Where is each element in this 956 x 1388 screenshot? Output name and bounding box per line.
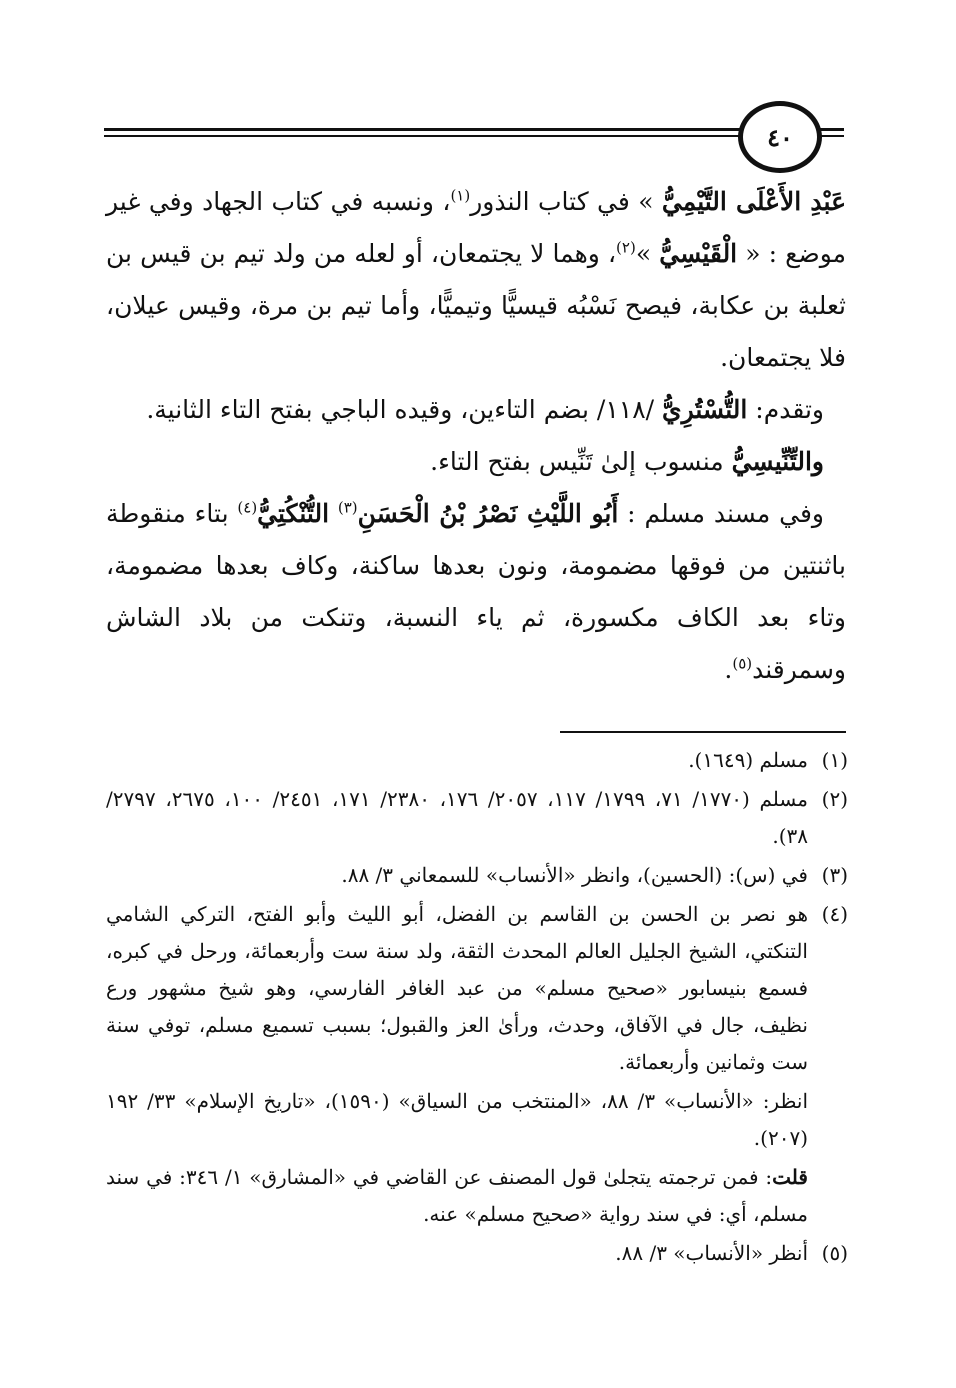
footnote-3 — [106, 857, 848, 894]
footnote-number: (١) — [821, 748, 848, 772]
page-number-text: ٤٠ — [767, 122, 793, 152]
footnote-ref-2[interactable]: (٢) — [616, 238, 636, 257]
name-al-tustari: التُّسْتُرِيُّ — [662, 395, 748, 424]
footnote-line: مسلم (١٧٧٠/ ٧١، ١٧٩٩/ ١١٧، ٢٠٥٧/ ١٧٦، ٢٣٨٠/ ١٧١، ٢٤٥١/ ١٠٠، ٢٦٧٥، ٢٧٩٧/ ٣٨). — [106, 787, 808, 848]
paragraph-4 — [106, 488, 846, 696]
note-text: : فمن ترجمته يتجلىٰ قول المصنف عن القاضي في «المشارق» ١/ ٣٤٦: في سند مسلم، أي: في سند رواية «صحيح مسلم» عنه. — [106, 1165, 808, 1226]
footnote-1 — [106, 742, 848, 779]
footnote-divider — [560, 731, 846, 733]
text-span: ، ونسبه في كتاب الجهاد وفي غير موضع : « — [106, 187, 846, 268]
text-span: ، وهما لا يجتمعان، أو لعله من ولد تيم بن قيس بن ثعلبة بن عكابة، فيصح نَسْبُه قيسيًّا وتيميًّا، وأما تيم بن مرة، وقيس عيلان، فلا يجتمعان. — [106, 239, 846, 372]
text-span: وتقدم: — [747, 395, 824, 424]
footnote-line: هو نصر بن الحسن بن القاسم بن الفضل، أبو الليث وأبو الفتح، التركي الشامي التنكتي، الشيخ الجليل العالم المحدث الثقة، ولد سنة ست وأربعمائة، ورحل في كبره، فسمع بنيسابور «صحيح مسلم» من عبد الغافر الفارسي، وهو شيخ مشهور ورع نظيف، جال في الآفاق، وحدث، ورأىٰ العز والقبول؛ بسبب تسميع مسلم، توفي سنة ست وثمانين وأربعمائة. — [106, 902, 809, 1074]
text-span: » في كتاب النذور — [470, 187, 662, 216]
header-line-right-top — [820, 128, 844, 131]
text-span: » — [635, 239, 660, 268]
header-line-bottom — [104, 135, 744, 137]
footnote-text — [106, 896, 808, 1233]
header-rule — [104, 124, 844, 142]
paragraph-2 — [106, 384, 846, 436]
footnote-text — [106, 1235, 808, 1272]
text-span: بتاء منقوطة باثنتين من فوقها مضمومة، ونون بعدها ساكنة، وكاف بعدها مضمومة، وتاء بعد الكاف مكسورة، ثم ياء النسبة، وتنكت من بلاد الشاش وسمرقند — [106, 499, 846, 684]
footnote-line: مسلم (١٦٤٩). — [688, 748, 808, 772]
footnote-line: أنظر «الأنساب» ٣/ ٨٨. — [615, 1241, 808, 1265]
note-label: قلت — [772, 1165, 808, 1189]
name-al-qaysi: الْقَيْسِيُّ — [659, 239, 738, 268]
footnote-ref-5[interactable]: (٥) — [732, 654, 753, 673]
name-abd-al-ala: عَبْدِ الأَعْلَى التَّيْمِيُّ — [661, 187, 846, 216]
footnote-ref-1[interactable]: (١) — [450, 186, 471, 205]
footnote-2 — [106, 781, 848, 855]
footnote-number: (٣) — [821, 863, 848, 887]
footnote-line: في (س): (الحسين)، وانظر «الأنساب» للسمعاني ٣/ ٨٨. — [341, 863, 808, 887]
footnote-ref-4[interactable]: (٤) — [237, 498, 258, 517]
page-number — [738, 101, 822, 173]
main-text — [106, 176, 846, 696]
footnote-ref-3[interactable]: (٣) — [337, 498, 358, 517]
text-span: وفي مسند مسلم : — [618, 499, 824, 528]
name-al-tunkuti: التُّنْكُتِيُّ — [257, 499, 330, 528]
header-line-top — [104, 128, 744, 131]
text-span: /١١٨/ بضم التاءين، وقيده الباجي بفتح التاء الثانية. — [146, 395, 663, 424]
header-line-right-bottom — [820, 135, 844, 137]
footnote-5 — [106, 1235, 848, 1272]
name-abu-al-layth: أَبُو اللَّيْثِ نَصْرُ بْنُ الْحَسَنِ — [357, 499, 619, 528]
footnote-number: (٥) — [821, 1241, 848, 1265]
footnote-number: (٤) — [821, 902, 848, 926]
footnote-text — [106, 857, 808, 894]
footnote-note — [106, 1159, 808, 1233]
footnote-number: (٢) — [821, 787, 848, 811]
text-span — [329, 499, 338, 528]
text-span: . — [724, 655, 733, 684]
paragraph-3 — [106, 436, 846, 488]
text-span: منسوب إلىٰ تَنِّيس بفتح التاء. — [430, 447, 732, 476]
name-al-tinnisi: والتِّنِّيسِيُّ — [731, 447, 824, 476]
footnote-text — [106, 742, 808, 779]
footnotes — [106, 742, 848, 1274]
footnote-4 — [106, 896, 848, 1233]
paragraph-1 — [106, 176, 846, 384]
footnote-text — [106, 781, 808, 855]
footnote-sources: انظر: «الأنساب» ٣/ ٨٨، «المنتخب من السياق» (١٥٩٠)، «تاريخ الإسلام» ٣٣/ ١٩٢ (٢٠٧). — [106, 1089, 808, 1150]
